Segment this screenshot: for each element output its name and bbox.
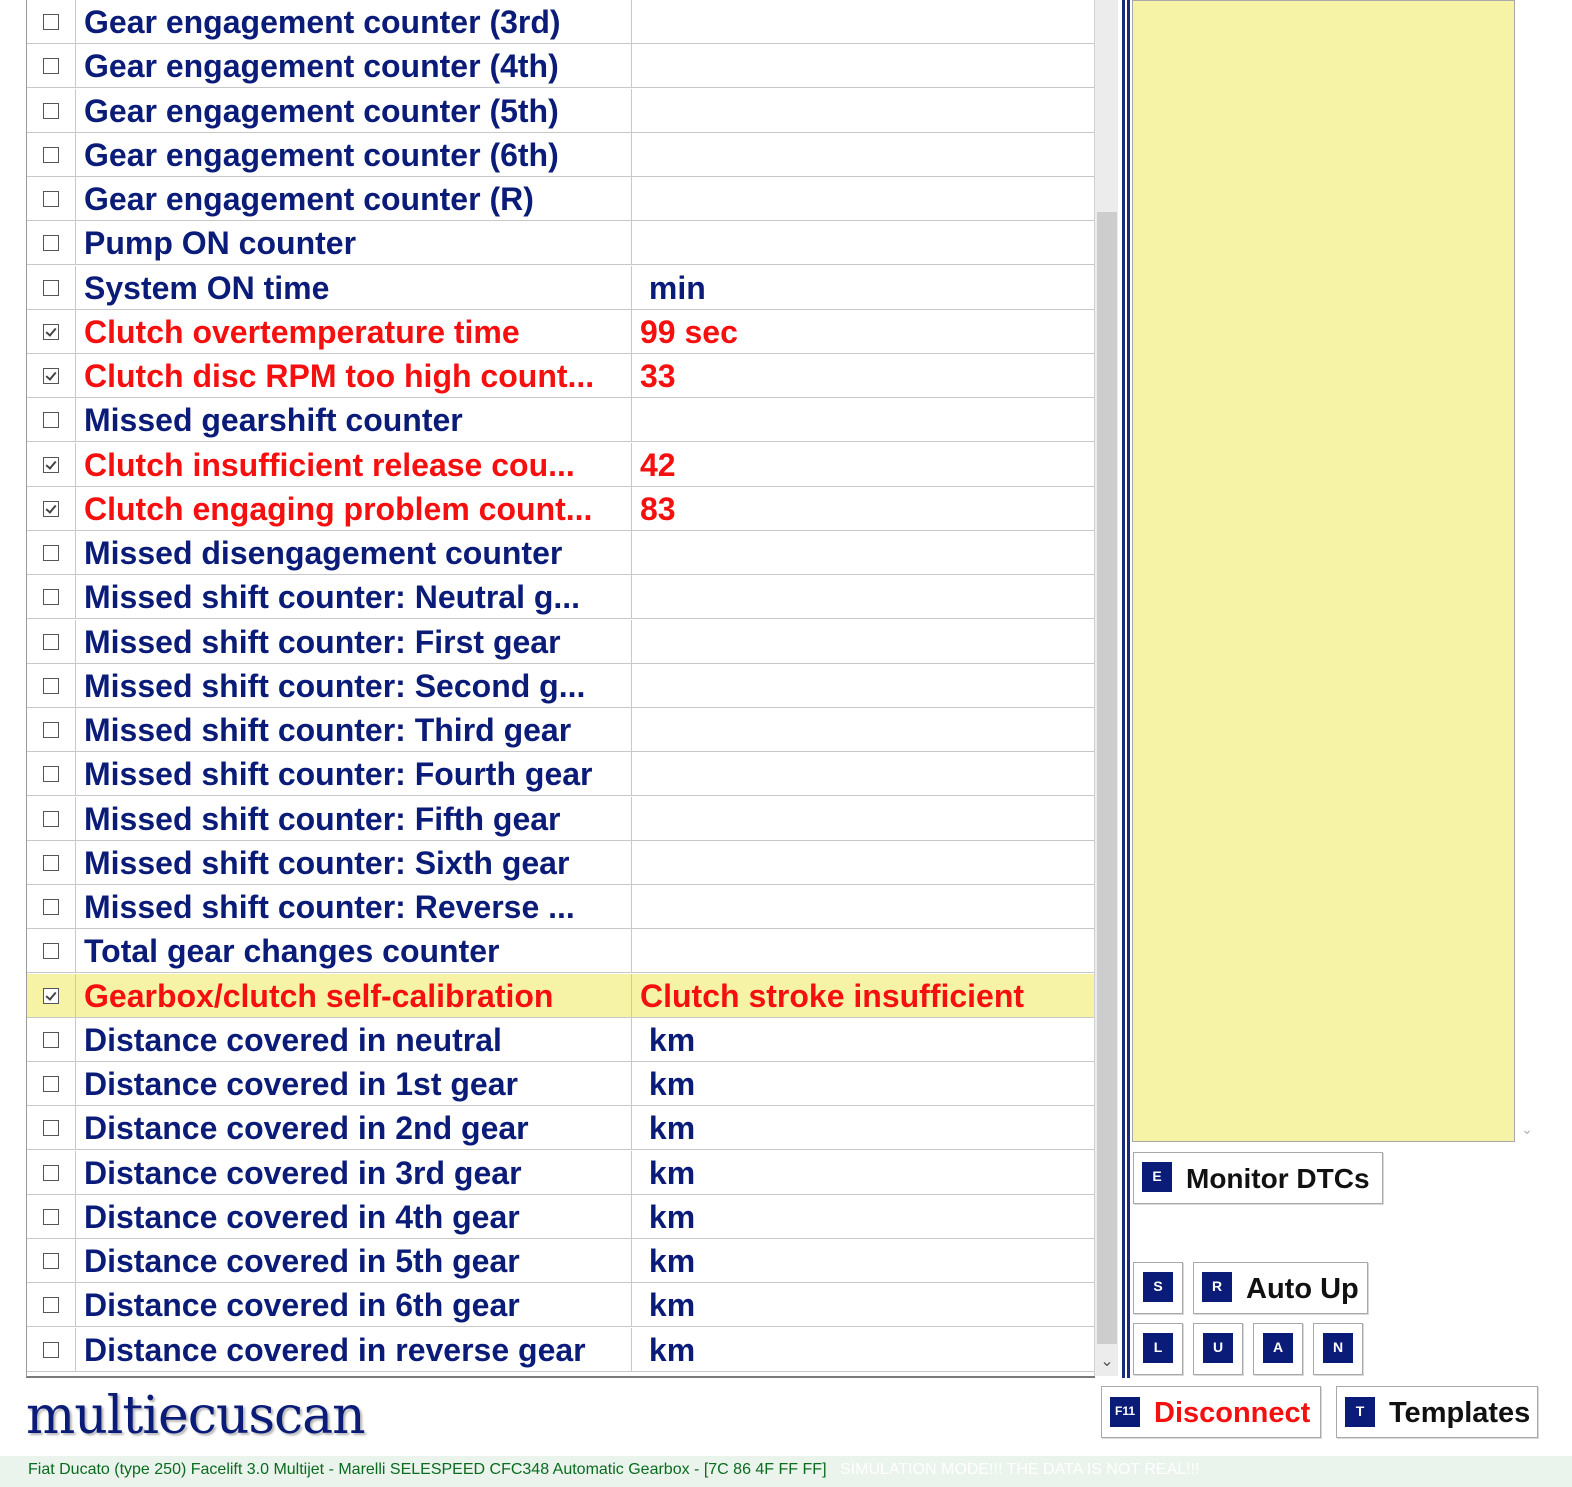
parameter-name: Clutch overtemperature time (76, 310, 632, 354)
row-checkbox[interactable] (43, 855, 59, 871)
row-checkbox-cell[interactable] (27, 1062, 76, 1106)
parameter-value: Clutch stroke insufficient (640, 977, 1025, 1014)
auto-up-button[interactable] (1193, 1262, 1368, 1314)
auto-up-label: Auto Up (1246, 1273, 1359, 1305)
parameter-value: km (640, 1331, 696, 1368)
row-checkbox[interactable] (43, 501, 59, 517)
row-checkbox[interactable] (43, 1342, 59, 1358)
table-row[interactable] (27, 133, 1095, 177)
panel-splitter[interactable] (1122, 0, 1130, 1378)
row-checkbox[interactable] (43, 1165, 59, 1181)
row-checkbox[interactable] (43, 1253, 59, 1269)
table-row[interactable] (27, 620, 1095, 664)
table-row[interactable] (27, 310, 1095, 354)
shortcut-key-s: S (1143, 1272, 1173, 1302)
parameter-value: 33 (640, 358, 676, 394)
parameter-value (632, 797, 1095, 841)
row-checkbox[interactable] (43, 103, 59, 119)
row-checkbox-cell[interactable] (27, 89, 76, 133)
monitor-dtcs-button[interactable] (1133, 1152, 1383, 1204)
row-checkbox-cell[interactable] (27, 310, 76, 354)
table-row[interactable] (27, 752, 1095, 796)
parameter-name: Distance covered in reverse gear (76, 1328, 632, 1372)
parameter-name: System ON time (76, 266, 632, 310)
parameter-name: Missed shift counter: Third gear (76, 708, 632, 752)
row-checkbox-cell[interactable] (27, 177, 76, 221)
table-row[interactable] (27, 1151, 1095, 1195)
table-row[interactable] (27, 708, 1095, 752)
row-checkbox[interactable] (43, 324, 59, 340)
row-checkbox-cell[interactable] (27, 354, 76, 398)
parameters-grid[interactable] (26, 0, 1095, 1378)
parameter-name: Gear engagement counter (4th) (76, 44, 632, 88)
parameter-name: Gear engagement counter (6th) (76, 133, 632, 177)
vehicle-info-text: Fiat Ducato (type 250) Facelift 3.0 Multijet - Marelli SELESPEED CFC348 Automatic Gearbox - [7C 86 4F FF FF] (28, 1461, 827, 1478)
row-checkbox-cell[interactable] (27, 443, 76, 487)
table-row[interactable] (27, 929, 1095, 973)
parameter-value (632, 708, 1095, 752)
templates-button[interactable] (1336, 1386, 1538, 1438)
s-button[interactable] (1133, 1262, 1183, 1314)
table-row[interactable] (27, 1106, 1095, 1150)
parameter-value: km (640, 1287, 696, 1324)
row-checkbox[interactable] (43, 899, 59, 915)
table-row[interactable] (27, 1283, 1095, 1327)
parameter-value (632, 752, 1095, 796)
parameters-scrollbar[interactable] (1094, 0, 1118, 1376)
table-row[interactable] (27, 1239, 1095, 1283)
parameter-name: Gear engagement counter (5th) (76, 89, 632, 133)
parameter-name: Total gear changes counter (76, 929, 632, 973)
row-checkbox[interactable] (43, 722, 59, 738)
parameter-value (632, 841, 1095, 885)
dtc-panel-scrollbar[interactable] (1516, 0, 1538, 1142)
parameter-value (632, 133, 1095, 177)
table-row[interactable] (27, 443, 1095, 487)
parameter-value: 99 sec (640, 313, 738, 350)
parameter-value (632, 929, 1095, 973)
table-row[interactable] (27, 221, 1095, 265)
table-row[interactable] (27, 1195, 1095, 1239)
row-checkbox[interactable] (43, 811, 59, 827)
parameter-name: Distance covered in 5th gear (76, 1239, 632, 1283)
parameter-name: Clutch disc RPM too high count... (76, 354, 632, 398)
row-checkbox[interactable] (43, 191, 59, 207)
row-checkbox-cell[interactable] (27, 929, 76, 973)
row-checkbox[interactable] (43, 1209, 59, 1225)
scrollbar-thumb[interactable] (1097, 212, 1117, 1344)
simulation-mode-warning: SIMULATION MODE!!! THE DATA IS NOT REAL!!! (840, 1461, 1200, 1478)
row-checkbox[interactable] (43, 14, 59, 30)
parameter-value: km (640, 1110, 696, 1147)
row-checkbox[interactable] (43, 147, 59, 163)
parameter-value (632, 89, 1095, 133)
parameter-name: Missed shift counter: Reverse ... (76, 885, 632, 929)
scroll-down-arrow-icon[interactable]: ⌄ (1100, 1353, 1114, 1370)
parameter-name: Clutch engaging problem count... (76, 487, 632, 531)
table-row[interactable] (27, 531, 1095, 575)
l-button[interactable] (1133, 1323, 1183, 1375)
parameter-name: Missed gearshift counter (76, 398, 632, 442)
dtc-panel (1132, 0, 1515, 1142)
row-checkbox[interactable] (43, 988, 59, 1004)
parameter-name: Distance covered in 4th gear (76, 1195, 632, 1239)
shortcut-key-e: E (1142, 1162, 1172, 1192)
parameter-value (632, 575, 1095, 619)
table-row[interactable] (27, 797, 1095, 841)
row-checkbox-cell[interactable] (27, 1195, 76, 1239)
row-checkbox-cell[interactable] (27, 1239, 76, 1283)
parameter-name: Missed shift counter: Sixth gear (76, 841, 632, 885)
parameter-name: Gearbox/clutch self-calibration (76, 974, 632, 1018)
dtc-scroll-down-arrow-icon[interactable]: ⌄ (1521, 1121, 1533, 1137)
shortcut-key-r: R (1202, 1272, 1232, 1302)
parameter-value (632, 0, 1095, 44)
shortcut-key-t: T (1345, 1397, 1375, 1427)
row-checkbox[interactable] (43, 1120, 59, 1136)
parameter-value: km (640, 1243, 696, 1279)
parameter-value (632, 221, 1095, 265)
parameter-name: Distance covered in 6th gear (76, 1283, 632, 1327)
parameter-name: Gear engagement counter (R) (76, 177, 632, 221)
shortcut-key-f11: F11 (1110, 1397, 1140, 1427)
row-checkbox[interactable] (43, 1076, 59, 1092)
parameter-name: Missed shift counter: Fourth gear (76, 752, 632, 796)
table-row[interactable] (27, 1062, 1095, 1106)
parameter-value (632, 885, 1095, 929)
table-row[interactable] (27, 89, 1095, 133)
shortcut-key-l: L (1143, 1333, 1173, 1363)
row-checkbox[interactable] (43, 1032, 59, 1048)
table-row[interactable] (27, 885, 1095, 929)
parameter-value: km (640, 1198, 696, 1235)
table-row[interactable] (27, 1018, 1095, 1062)
row-checkbox[interactable] (43, 280, 59, 296)
row-checkbox[interactable] (43, 634, 59, 650)
row-checkbox[interactable] (43, 943, 59, 959)
table-row[interactable] (27, 398, 1095, 442)
status-bar (0, 1456, 1572, 1487)
parameter-name: Distance covered in 3rd gear (76, 1151, 632, 1195)
table-row[interactable] (27, 44, 1095, 88)
parameter-name: Missed shift counter: Neutral g... (76, 575, 632, 619)
row-checkbox-cell[interactable] (27, 531, 76, 575)
row-checkbox[interactable] (43, 545, 59, 561)
table-row[interactable] (27, 266, 1095, 310)
row-checkbox[interactable] (43, 58, 59, 74)
row-checkbox-cell[interactable] (27, 487, 76, 531)
parameter-value (632, 531, 1095, 575)
row-checkbox[interactable] (43, 766, 59, 782)
table-row[interactable] (27, 487, 1095, 531)
parameter-value: 83 (640, 490, 676, 527)
row-checkbox-cell[interactable] (27, 133, 76, 177)
row-checkbox-cell[interactable] (27, 752, 76, 796)
table-row[interactable] (27, 974, 1095, 1018)
row-checkbox-cell[interactable] (27, 620, 76, 664)
parameter-name: Distance covered in neutral (76, 1018, 632, 1062)
disconnect-button[interactable] (1101, 1386, 1321, 1438)
parameter-value (632, 398, 1095, 442)
row-checkbox[interactable] (43, 589, 59, 605)
row-checkbox-cell[interactable] (27, 708, 76, 752)
row-checkbox-cell[interactable] (27, 1151, 76, 1195)
row-checkbox-cell[interactable] (27, 1283, 76, 1327)
parameter-value: km (640, 1154, 696, 1191)
row-checkbox[interactable] (43, 412, 59, 428)
parameter-value: km (640, 1021, 696, 1058)
row-checkbox-cell[interactable] (27, 575, 76, 619)
parameter-value (632, 177, 1095, 221)
parameter-name: Clutch insufficient release cou... (76, 443, 632, 487)
parameter-value: km (640, 1066, 696, 1102)
row-checkbox-cell[interactable] (27, 664, 76, 708)
row-checkbox-cell[interactable] (27, 221, 76, 265)
parameter-value (632, 620, 1095, 664)
disconnect-label: Disconnect (1154, 1397, 1311, 1429)
row-checkbox-cell[interactable] (27, 797, 76, 841)
parameter-value (632, 664, 1095, 708)
u-button[interactable] (1193, 1323, 1243, 1375)
row-checkbox[interactable] (43, 235, 59, 251)
parameter-value: min (640, 269, 706, 306)
row-checkbox-cell[interactable] (27, 0, 76, 44)
parameter-name: Missed shift counter: Fifth gear (76, 797, 632, 841)
row-checkbox[interactable] (43, 1297, 59, 1313)
row-checkbox[interactable] (43, 368, 59, 384)
n-button[interactable] (1313, 1323, 1363, 1375)
table-row[interactable] (27, 575, 1095, 619)
table-row[interactable] (27, 0, 1095, 44)
table-row[interactable] (27, 177, 1095, 221)
table-row[interactable] (27, 354, 1095, 398)
shortcut-key-a: A (1263, 1333, 1293, 1363)
parameter-name: Missed shift counter: First gear (76, 620, 632, 664)
row-checkbox-cell[interactable] (27, 1106, 76, 1150)
row-checkbox[interactable] (43, 457, 59, 473)
parameter-name: Distance covered in 2nd gear (76, 1106, 632, 1150)
parameter-value: 42 (640, 446, 676, 483)
row-checkbox-cell[interactable] (27, 841, 76, 885)
row-checkbox-cell[interactable] (27, 1018, 76, 1062)
row-checkbox-cell[interactable] (27, 44, 76, 88)
parameter-name: Gear engagement counter (3rd) (76, 0, 632, 44)
row-checkbox[interactable] (43, 678, 59, 694)
parameter-name: Missed shift counter: Second g... (76, 664, 632, 708)
table-row[interactable] (27, 664, 1095, 708)
shortcut-key-u: U (1203, 1333, 1233, 1363)
row-checkbox-cell[interactable] (27, 974, 76, 1018)
row-checkbox-cell[interactable] (27, 398, 76, 442)
table-row[interactable] (27, 1328, 1095, 1372)
shortcut-key-n: N (1323, 1333, 1353, 1363)
monitor-dtcs-label: Monitor DTCs (1186, 1163, 1370, 1194)
parameter-name: Distance covered in 1st gear (76, 1062, 632, 1106)
a-button[interactable] (1253, 1323, 1303, 1375)
table-row[interactable] (27, 841, 1095, 885)
row-checkbox-cell[interactable] (27, 266, 76, 310)
row-checkbox-cell[interactable] (27, 885, 76, 929)
multiecuscan-logo: multiecuscan (26, 1386, 365, 1446)
templates-label: Templates (1389, 1397, 1531, 1429)
parameter-name: Pump ON counter (76, 221, 632, 265)
row-checkbox-cell[interactable] (27, 1328, 76, 1372)
parameter-value (632, 44, 1095, 88)
parameter-name: Missed disengagement counter (76, 531, 632, 575)
